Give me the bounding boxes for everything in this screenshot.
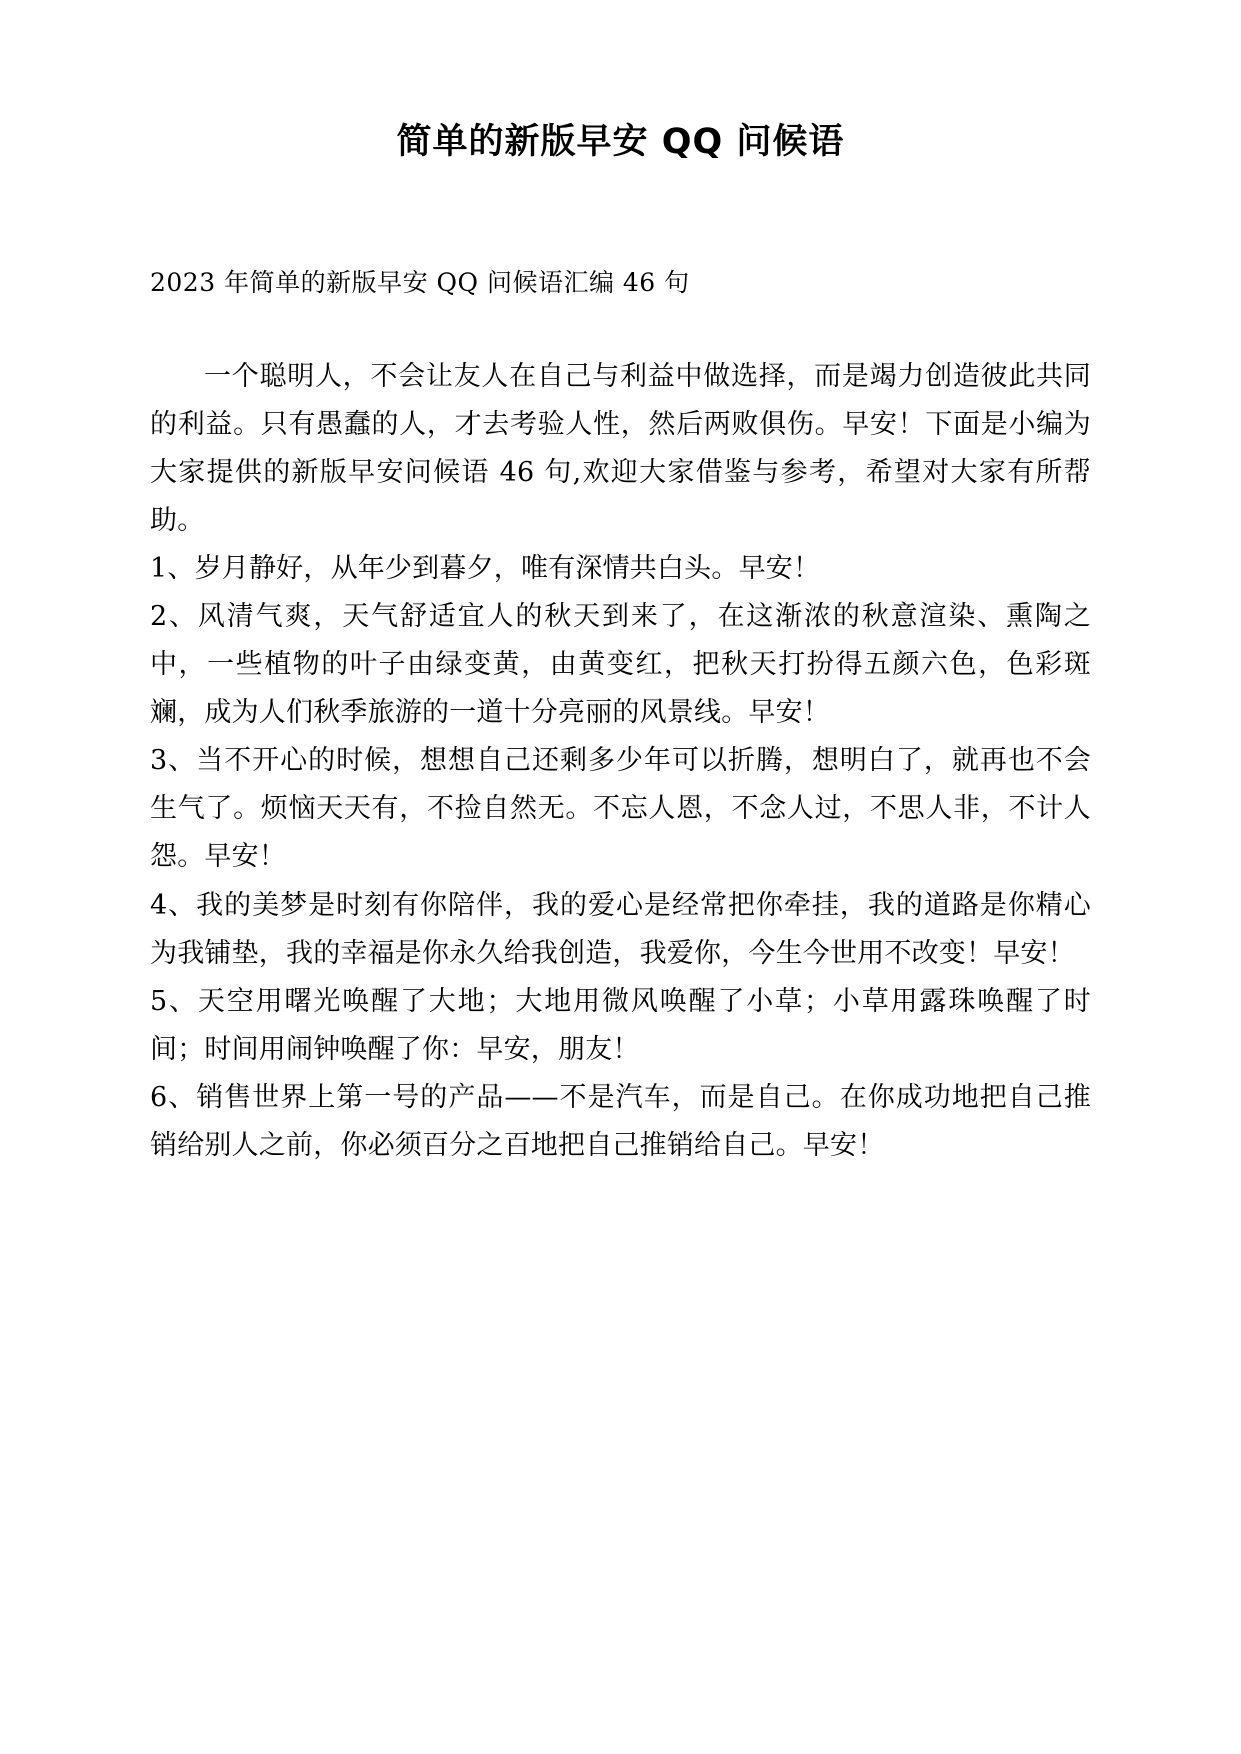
document-subtitle: 2023 年简单的新版早安 QQ 问候语汇编 46 句 [150, 268, 690, 297]
paragraph-item-5: 5、天空用曙光唤醒了大地；大地用微风唤醒了小草；小草用露珠唤醒了时间；时间用闹钟唤醒了你：早安，朋友！ [150, 985, 1091, 1065]
paragraph-item-3: 3、当不开心的时候，想想自己还剩多少年可以折腾，想明白了，就再也不会生气了。烦恼天天有，不捡自然无。不忘人恩，不念人过，不思人非，不计人怨。早安！ [150, 745, 1091, 873]
paragraph-item-6: 6、销售世界上第一号的产品——不是汽车，而是自己。在你成功地把自己推销给别人之前，你必须百分之百地把自己推销给自己。早安！ [150, 1081, 1091, 1161]
page-title: 简单的新版早安 QQ 问候语 [396, 122, 845, 162]
paragraph-item-4: 4、我的美梦是时刻有你陪伴，我的爱心是经常把你牵挂，我的道路是你精心为我铺垫，我的幸福是你永久给我创造，我爱你，今生今世用不改变！早安！ [150, 889, 1091, 969]
paragraph-item-2: 2、风清气爽，天气舒适宜人的秋天到来了，在这渐浓的秋意渲染、熏陶之中，一些植物的叶子由绿变黄，由黄变红，把秋天打扮得五颜六色，色彩斑斓，成为人们秋季旅游的一道十分亮丽的风景线。早安！ [150, 601, 1091, 729]
paragraph-item-1: 1、岁月静好，从年少到暮夕，唯有深情共白头。早安！ [150, 553, 821, 585]
paragraph-intro: 一个聪明人，不会让友人在自己与利益中做选择，而是竭力创造彼此共同的利益。只有愚蠢的人，才去考验人性，然后两败俱伤。早安！下面是小编为大家提供的新版早安问候语 46 句,欢迎大家借鉴与参考，希望对大家有所帮助。 [150, 361, 1091, 537]
document-body [150, 353, 1091, 1170]
